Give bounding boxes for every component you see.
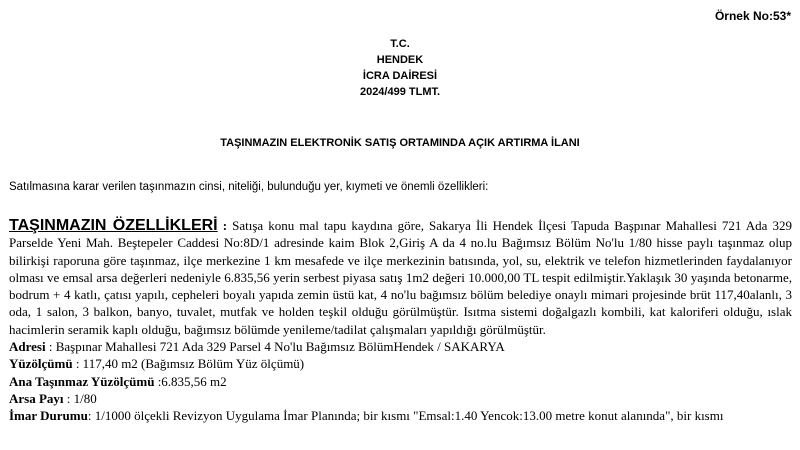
address-line [9, 338, 792, 355]
file-number: 2024/499 TLMT. [359, 86, 441, 98]
property-heading: TAŞINMAZIN ÖZELLİKLERİ [9, 217, 218, 234]
header-line-icra-dairesi: İCRA DAİRESİ [362, 70, 438, 82]
property-details [9, 217, 792, 425]
zoning-line [9, 407, 792, 424]
share-line [9, 390, 792, 407]
form-number: Örnek No:53* [714, 9, 791, 23]
zoning-label: İmar Durumu [9, 408, 88, 424]
address-label: Adresi [9, 339, 46, 355]
intro-text: Satılmasına karar verilen taşınmazın cinsi, niteliği, bulunduğu yer, kıymeti ve önemli özellikleri: [9, 181, 489, 193]
main-area-value: :6.835,56 m2 [154, 373, 227, 389]
main-area-line [9, 373, 792, 390]
zoning-value: : 1/1000 ölçekli Revizyon Uygulama İmar Planında; bir kısmı "Emsal:1.40 Yencok:13.00 metre konut alanında", bir kısmı [87, 408, 724, 424]
address-value: : Başpınar Mahallesi 721 Ada 329 Parsel 4 No'lu Bağımsız BölümHendek / SAKARYA [45, 339, 505, 355]
area-line [9, 355, 792, 372]
share-label: Arsa Payı [9, 390, 64, 406]
header-line-tc: T.C. [390, 38, 410, 50]
heading-separator: : [217, 218, 233, 233]
property-description-paragraph [9, 217, 792, 338]
office-header [0, 36, 800, 100]
area-value: : 117,40 m2 (Bağımsız Bölüm Yüz ölçümü) [72, 356, 305, 372]
share-value: : 1/80 [63, 390, 97, 406]
main-area-label: Ana Taşınmaz Yüzölçümü [9, 373, 155, 389]
area-label: Yüzölçümü [9, 356, 73, 372]
notice-title: TAŞINMAZIN ELEKTRONİK SATIŞ ORTAMINDA AÇIK ARTIRMA İLANI [220, 137, 580, 149]
header-line-hendek: HENDEK [376, 54, 424, 66]
property-description: Satışa konu mal tapu kaydına göre, Sakarya İli Hendek İlçesi Tapuda Başpınar Mahallesi 721 Ada 329 Parselde Yeni Mah. Beştepeler Caddesi No:8D/1 adresinde kaim Blok 2,Giriş A da 4 no.lu Bağımsız Bölüm No'lu 1/80 hisse paylı taşınmaz olup bilirkişi raporuna göre taşınmaz, ilçe merkezine 1 km mesafede ve ilçe merkezinin batısında, yol, su, elektrik ve telefon hizmetlerinden faydalanıyor olması ve emsal arsa değerleri nedeniyle 6.835,56 yerin serbest piyasa satış 1m2 değeri 10.000,00 TL tespit edilmiştir.Yaklaşık 30 yaşında betonarme, bodrum + 4 katlı, çatısı yapılı, cepheleri boyalı yapıda zemin üstü kat, 4 no'lu bağımsız bölüm belediye onaylı mimari projesinde brüt 117,40alanlı, 3 oda, 1 salon, 3 balkon, banyo, tuvalet, mutfak ve holden teşkil olduğu görülmüştür. Isıtma sistemi doğalgazlı kombili, kat kaloriferi olduğu, ıslak hacimlerin seramik kaplı olduğu, bağımsız bölümde yenileme/tadilat çalışmaları yapıldığı görülmüştür. [9, 218, 793, 337]
